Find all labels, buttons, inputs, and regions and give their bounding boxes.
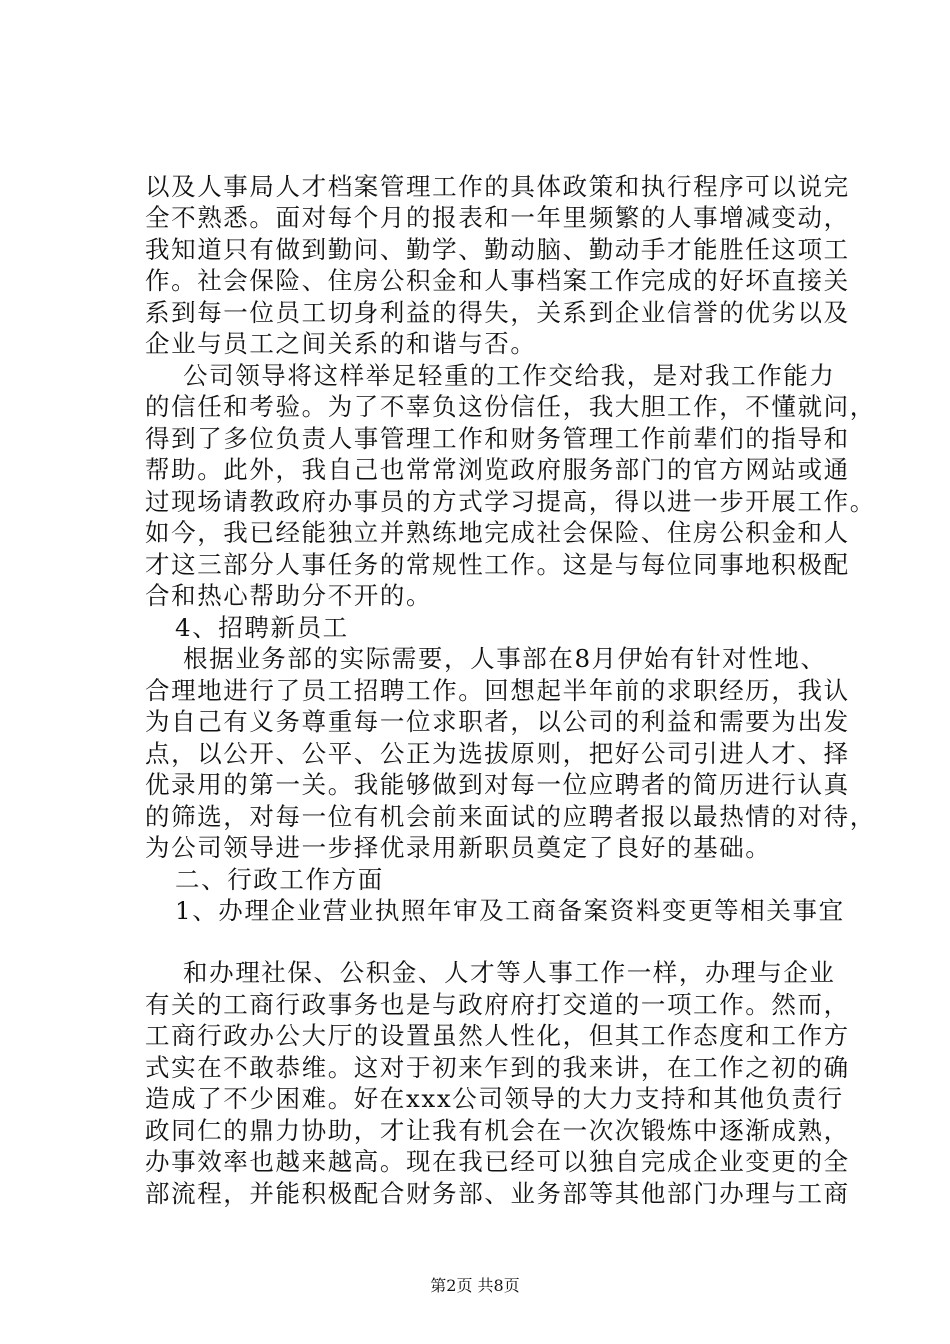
text-line: 根据业务部的实际需要，人事部在8月伊始有针对性地、 [183,644,827,673]
text-line: 公司领导将这样举足轻重的工作交给我，是对我工作能力 [183,361,836,390]
text-line: 工商行政办公大厅的设置虽然人性化，但其工作态度和工作方 [145,1021,850,1050]
text-line: 系到每一位员工切身利益的得失，关系到企业信誉的优劣以及 [145,298,850,327]
text-line: 的筛选，对每一位有机会前来面试的应聘者报以最热情的对待， [145,802,876,831]
text-line: 如今，我已经能独立并熟练地完成社会保险、住房公积金和人 [145,518,850,547]
text-line: 点，以公开、公平、公正为选拔原则，把好公司引进人才、择 [145,739,850,768]
text-line: 的信任和考验。为了不辜负这份信任，我大胆工作，不懂就问， [145,392,876,421]
text-line: 和办理社保、公积金、人才等人事工作一样，办理与企业 [183,958,836,987]
section-heading: 1、办理企业营业执照年审及工商备案资料变更等相关事宜 [175,896,845,925]
text-line: 得到了多位负责人事管理工作和财务管理工作前辈们的指导和 [145,424,850,453]
text-line: 帮助。此外，我自己也常常浏览政府服务部门的官方网站或通 [145,455,850,484]
text-line: 办事效率也越来越高。现在我已经可以独自完成企业变更的全 [145,1147,850,1176]
text-line: 过现场请教政府办事员的方式学习提高，得以进一步开展工作。 [145,487,876,516]
text-line: 式实在不敢恭维。这对于初来乍到的我来讲，在工作之初的确 [145,1053,850,1082]
text-line: 我知道只有做到勤问、勤学、勤动脑、勤动手才能胜任这项工 [145,235,850,264]
text-line: 造成了不少困难。好在xxx公司领导的大力支持和其他负责行 [145,1084,844,1113]
text-line: 企业与员工之间关系的和谐与否。 [145,329,537,358]
text-line: 为公司领导进一步择优录用新职员奠定了良好的基础。 [145,833,772,862]
text-line: 以及人事局人才档案管理工作的具体政策和执行程序可以说完 [145,172,850,201]
section-heading: 4、招聘新员工 [175,613,349,642]
text-line: 部流程，并能积极配合财务部、业务部等其他部门办理与工商 [145,1179,850,1208]
section-heading: 二、行政工作方面 [175,865,384,894]
text-line: 为自己有义务尊重每一位求职者，以公司的利益和需要为出发 [145,707,850,736]
text-line: 合理地进行了员工招聘工作。回想起半年前的求职经历，我认 [145,676,850,705]
text-line: 有关的工商行政事务也是与政府府打交道的一项工作。然而， [145,990,850,1019]
text-line: 合和热心帮助分不开的。 [145,581,433,610]
text-line: 才这三部分人事任务的常规性工作。这是与每位同事地积极配 [145,550,850,579]
text-line: 作。社会保险、住房公积金和人事档案工作完成的好坏直接关 [145,266,850,295]
text-line: 优录用的第一关。我能够做到对每一位应聘者的简历进行认真 [145,770,850,799]
page-footer: 第2页 共8页 [430,1276,520,1295]
text-line: 全不熟悉。面对每个月的报表和一年里频繁的人事增减变动， [145,203,850,232]
text-line: 政同仁的鼎力协助，才让我有机会在一次次锻炼中逐渐成熟， [145,1116,850,1145]
